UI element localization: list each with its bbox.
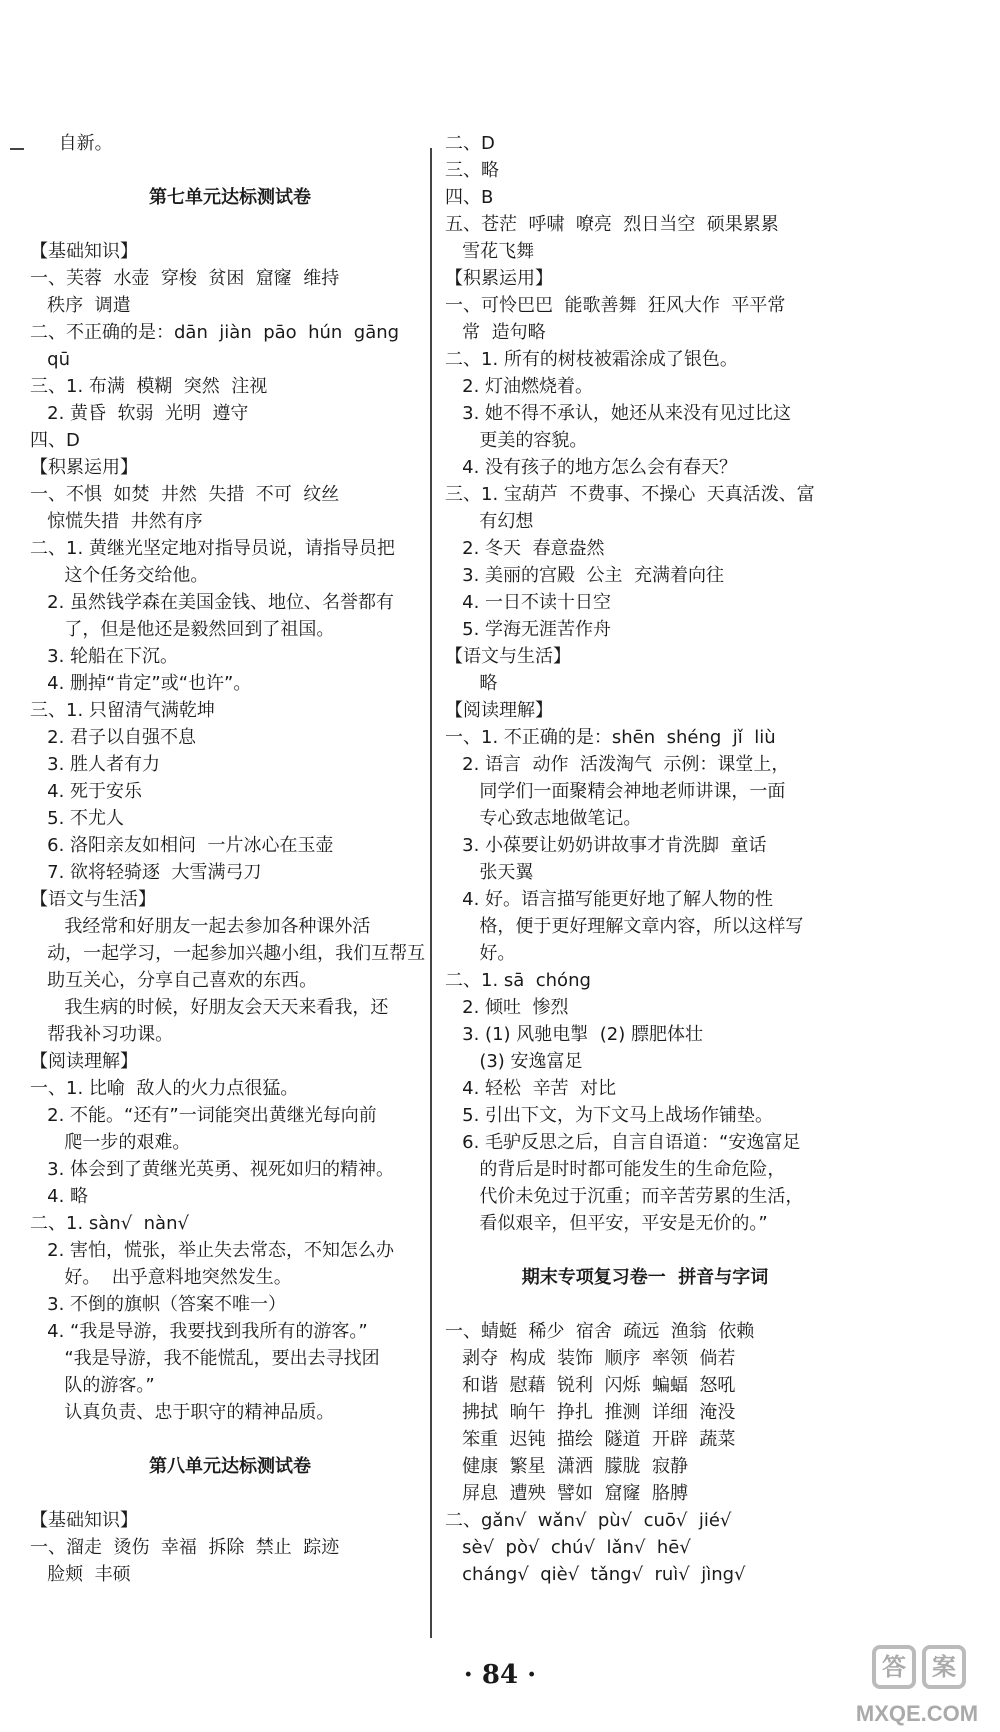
answer-line: 这个任务交给他。 [30,565,209,586]
answer-line: 一、芙蓉 水壶 穿梭 贫困 窟窿 维持 [30,268,340,289]
answer-line: 三、1. 布满 模糊 突然 注视 [30,376,268,397]
answer-line: 二、1. sàn√ nàn√ [30,1213,189,1234]
answer-line: 2. 倾吐 惨烈 [445,997,569,1018]
answer-line: 屏息 遭殃 譬如 窟窿 胳膊 [445,1483,688,1504]
answer-line: qū [30,349,70,370]
answer-line: 4. 好。语言描写能更好地了解人物的性 [445,889,774,910]
answer-line: 笨重 迟钝 描绘 隧道 开辟 蔬菜 [445,1429,736,1450]
answer-line: 【基础知识】 [30,1510,138,1531]
answer-line: 三、1. 宝葫芦 不费事、不操心 天真活泼、富 [445,484,815,505]
answer-line: 我生病的时候，好朋友会天天来看我，还 [30,997,389,1018]
answer-line: 2. 虽然钱学森在美国金钱、地位、名誉都有 [30,592,395,613]
watermark-glyph: 答 [872,1645,916,1689]
answer-line: 4. 略 [30,1186,89,1207]
answer-line: 5. 引出下文，为下文马上战场作铺垫。 [445,1105,774,1126]
answer-line: 我经常和好朋友一起去参加各种课外活 [30,916,371,937]
answer-line: 2. 不能。“还有”一词能突出黄继光每向前 [30,1105,377,1126]
answer-line: 惊慌失措 井然有序 [30,511,203,532]
answer-line: cháng√ qiè√ tǎng√ ruì√ jìng√ [445,1564,746,1585]
answer-line: 五、苍茫 呼啸 嘹亮 烈日当空 硕果累累 [445,214,779,235]
answer-line: 专心致志地做笔记。 [445,808,642,829]
answer-line: 三、1. 只留清气满乾坤 [30,700,215,721]
answer-line: 看似艰辛，但平安，平安是无价的。” [445,1213,768,1234]
answer-line: 2. 语言 动作 活泼淘气 示例：课堂上， [445,754,790,775]
answer-line: 一、不惧 如焚 井然 失措 不可 纹丝 [30,484,340,505]
answer-line: 【积累运用】 [30,457,138,478]
answer-line: 动，一起学习，一起参加兴趣小组，我们互帮互 [30,943,426,964]
answer-line: 【阅读理解】 [445,700,553,721]
answer-line: 张天翼 [445,862,534,883]
answer-line: 【基础知识】 [30,241,138,262]
answer-line: 认真负责、忠于职守的精神品质。 [30,1402,335,1423]
answer-line: 5. 学海无涯苦作舟 [445,619,612,640]
column-tick-mark [10,148,24,150]
answer-line: 自新。 [30,133,113,154]
answer-line: 2. 冬天 春意盎然 [445,538,605,559]
answer-line: 更美的容貌。 [445,430,588,451]
answer-line: 代价未免过于沉重；而辛苦劳累的生活， [445,1186,804,1207]
answer-line: 格，便于更好理解文章内容，所以这样写 [445,916,804,937]
answer-line: 3. 小葆要让奶奶讲故事才肯洗脚 童话 [445,835,767,856]
right-column [445,130,845,1588]
answer-line: 3. 不倒的旗帜（答案不唯一） [30,1294,287,1315]
answer-line [30,157,430,184]
answer-line: 【积累运用】 [445,268,553,289]
answer-line: 一、可怜巴巴 能歌善舞 狂风大作 平平常 [445,295,786,316]
answer-line: 队的游客。” [30,1375,155,1396]
answer-line [445,1237,845,1264]
answer-line: sè√ pò√ chú√ lǎn√ hē√ [445,1537,691,1558]
left-column [30,130,430,1588]
answer-line: 脸颊 丰硕 [30,1564,131,1585]
answer-line: 好。 出乎意料地突然发生。 [30,1267,292,1288]
answer-line: 一、1. 不正确的是：shēn shéng jǐ liù [445,727,776,748]
answer-line: 健康 繁星 潇洒 朦胧 寂静 [445,1456,688,1477]
watermark-url: MXQE.COM [855,1701,979,1726]
column-divider [430,148,432,1638]
answer-line: 帮我补习功课。 [30,1024,174,1045]
answer-line: 四、D [30,430,80,451]
answer-line: 的背后是时时都可能发生的生命危险， [445,1159,786,1180]
answer-line: 好。 [445,943,516,964]
answer-line: 拂拭 晌午 挣扎 推测 详细 淹没 [445,1402,736,1423]
answer-line: 有幻想 [445,511,534,532]
answer-line: 了，但是他还是毅然回到了祖国。 [30,619,335,640]
answer-line: 4. 一日不读十日空 [445,592,612,613]
answer-line: 6. 毛驴反思之后，自言自语道：“安逸富足 [445,1132,801,1153]
answer-line: 二、1. 所有的树枝被霜涂成了银色。 [445,349,738,370]
answer-line: 同学们一面聚精会神地老师讲课，一面 [445,781,786,802]
answer-line: 7. 欲将轻骑逐 大雪满弓刀 [30,862,262,883]
watermark-logo [842,1645,992,1727]
answer-line: 4. 删掉“肯定”或“也许”。 [30,673,252,694]
answer-line: 二、不正确的是：dān jiàn pāo hún gāng [30,322,400,343]
section-title: 期末专项复习卷一 拼音与字词 [521,1267,769,1288]
answer-line: 【语文与生活】 [445,646,571,667]
answer-line: 3. 胜人者有力 [30,754,161,775]
answer-line: 二、1. sā chóng [445,970,591,991]
answer-line: 5. 不尤人 [30,808,125,829]
answer-line: (3) 安逸富足 [445,1051,583,1072]
answer-line: 3. 美丽的宫殿 公主 充满着向往 [445,565,724,586]
answer-line: 一、1. 比喻 敌人的火力点很猛。 [30,1078,299,1099]
answer-line: 四、B [445,187,494,208]
answer-line: “我是导游，我不能慌乱，要出去寻找团 [30,1348,380,1369]
answer-line [445,1291,845,1318]
answer-line: 2. 灯油燃烧着。 [445,376,594,397]
answer-line: 【阅读理解】 [30,1051,138,1072]
answer-line: 4. “我是导游，我要找到我所有的游客。” [30,1321,368,1342]
answer-line: 2. 君子以自强不息 [30,727,197,748]
answer-line: 爬一步的艰难。 [30,1132,191,1153]
answer-line: 4. 没有孩子的地方怎么会有春天？ [445,457,738,478]
section-title: 第八单元达标测试卷 [149,1456,311,1477]
answer-line: 略 [445,673,498,694]
answer-line: 4. 死于安乐 [30,781,143,802]
answer-line: 3. 体会到了黄继光英勇、视死如归的精神。 [30,1159,395,1180]
answer-line: 3. (1) 风驰电掣 (2) 膘肥体壮 [445,1024,703,1045]
answer-line: 二、gǎn√ wǎn√ pù√ cuō√ jié√ [445,1510,732,1531]
answer-line: 雪花飞舞 [445,241,535,262]
answer-line: 秩序 调遣 [30,295,131,316]
answer-line: 一、溜走 烫伤 幸福 拆除 禁止 踪迹 [30,1537,340,1558]
answer-line: 2. 黄昏 软弱 光明 遵守 [30,403,249,424]
answer-line: 和谐 慰藉 锐利 闪烁 蝙蝠 怒吼 [445,1375,736,1396]
answer-line: 三、略 [445,160,499,181]
answer-line: 二、D [445,133,495,154]
answer-line [30,1426,430,1453]
answer-line: 剥夺 构成 装饰 顺序 率领 倘若 [445,1348,736,1369]
answer-line [30,1480,430,1507]
section-title: 第七单元达标测试卷 [149,187,311,208]
page-number: · 84 · [463,1660,537,1690]
watermark-glyph: 案 [922,1645,966,1689]
answer-line: 助互关心，分享自己喜欢的东西。 [30,970,318,991]
answer-line: 2. 害怕，慌张，举止失去常态，不知怎么办 [30,1240,395,1261]
answer-line [30,211,430,238]
answer-line: 4. 轻松 辛苦 对比 [445,1078,616,1099]
answer-line: 3. 她不得不承认，她还从来没有见过比这 [445,403,792,424]
answer-line: 6. 洛阳亲友如相问 一片冰心在玉壶 [30,835,334,856]
answer-line: 一、蜻蜓 稀少 宿舍 疏远 渔翁 依赖 [445,1321,755,1342]
answer-line: 3. 轮船在下沉。 [30,646,179,667]
answer-line: 二、1. 黄继光坚定地对指导员说，请指导员把 [30,538,395,559]
answer-line: 【语文与生活】 [30,889,156,910]
answer-line: 常 造句略 [445,322,546,343]
